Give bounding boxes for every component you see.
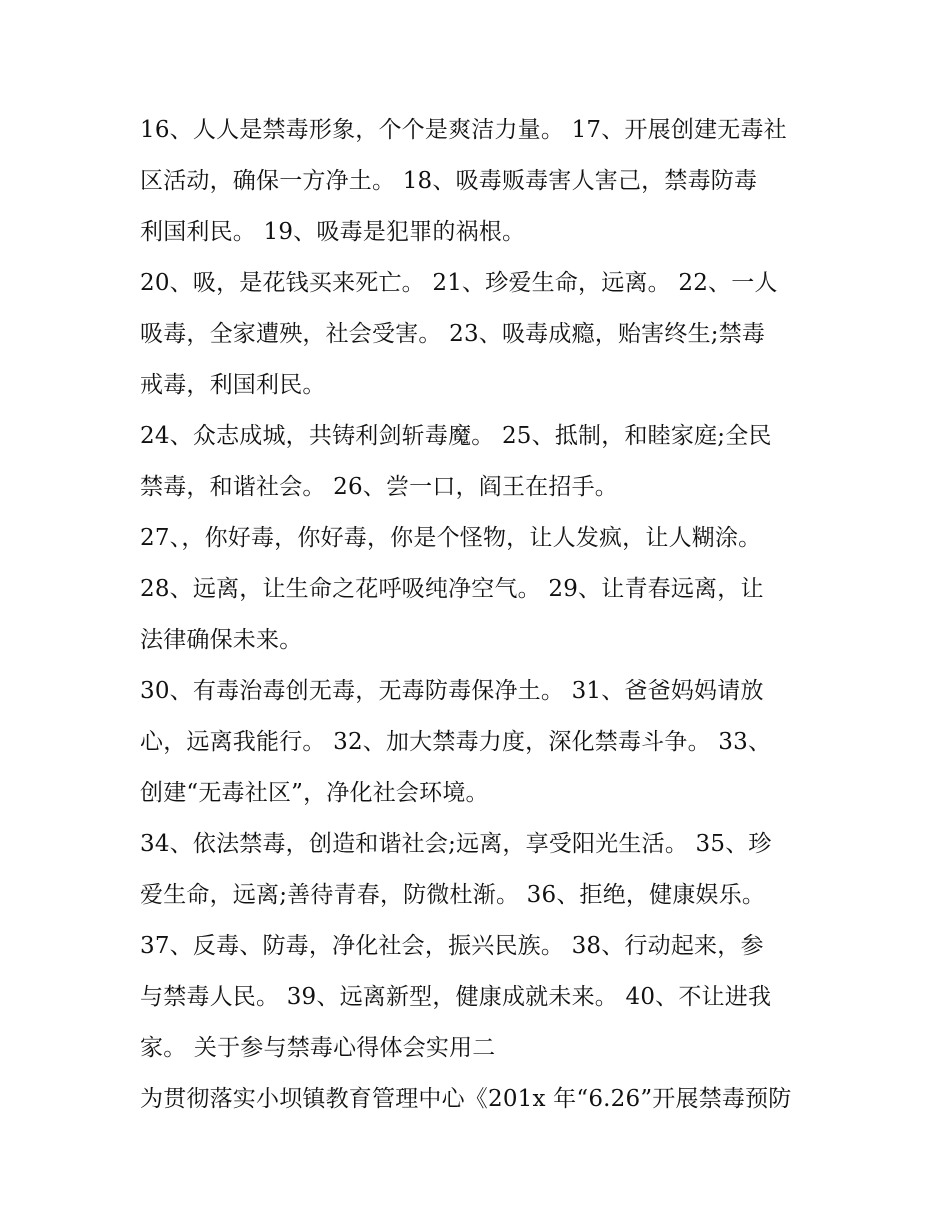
text-line: 爱生命，远离;善待青春，防微杜渐。 36、拒绝，健康娱乐。	[140, 882, 766, 908]
text-line: 为贯彻落实小坝镇教育管理中心《201x 年“6.26”开展禁毒预防	[140, 1086, 792, 1112]
text-line: 吸毒，全家遭殃，社会受害。 23、吸毒成瘾，贻害终生;禁毒	[140, 321, 766, 347]
text-line: 24、众志成城，共铸利剑斩毒魔。 25、抵制，和睦家庭;全民	[140, 423, 772, 449]
text-line: 禁毒，和谐社会。 26、尝一口，阎王在招手。	[140, 474, 618, 500]
text-line: 戒毒，利国利民。	[140, 372, 326, 398]
text-line: 法律确保未来。	[140, 627, 303, 653]
text-line: 28、远离，让生命之花呼吸纯净空气。 29、让青春远离，让	[140, 576, 764, 602]
text-line: 34、依法禁毒，创造和谐社会;远离，享受阳光生活。 35、珍	[140, 831, 772, 857]
text-line: 37、反毒、防毒，净化社会，振兴民族。 38、行动起来，参	[140, 933, 764, 959]
text-line: 16、人人是禁毒形象，个个是爽洁力量。 17、开展创建无毒社	[140, 117, 787, 143]
text-line: 30、有毒治毒创无毒，无毒防毒保净土。 31、爸爸妈妈请放	[140, 678, 764, 704]
text-line: 家。 关于参与禁毒心得体会实用二	[140, 1035, 496, 1061]
text-line: 20、吸，是花钱买来死亡。 21、珍爱生命，远离。 22、一人	[140, 270, 778, 296]
document-body	[140, 105, 820, 1125]
text-line: 利国利民。 19、吸毒是犯罪的祸根。	[140, 219, 526, 245]
text-line: 27、，你好毒，你好毒，你是个怪物，让人发疯，让人糊涂。	[140, 525, 762, 551]
text-line: 心，远离我能行。 32、加大禁毒力度，深化禁毒斗争。 33、	[140, 729, 772, 755]
text-line: 创建“无毒社区”，净化社会环境。	[140, 780, 489, 806]
text-line: 与禁毒人民。 39、远离新型，健康成就未来。 40、不让进我	[140, 984, 772, 1010]
text-line: 区活动，确保一方净土。 18、吸毒贩毒害人害己，禁毒防毒	[140, 168, 758, 194]
